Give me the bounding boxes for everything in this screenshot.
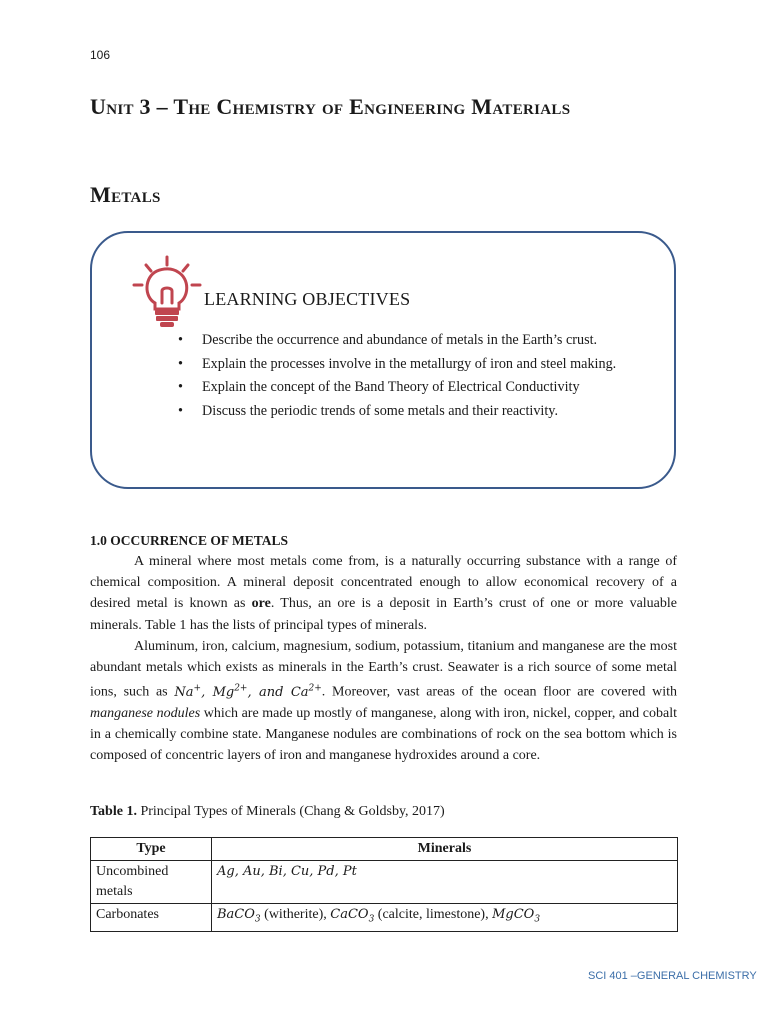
- unit-title: Unit 3 – The Chemistry of Engineering Materials: [90, 94, 571, 119]
- column-header: Minerals: [212, 838, 678, 861]
- table-cell: Carbonates: [91, 904, 212, 932]
- paragraph: A mineral where most metals come from, is a naturally occurring substance with a range of chemical composition. A mineral deposit concentrated enough to allow economical recovery of a desired metal is known as ore. Thus, an ore is a deposit in Earth’s crust of one or more valuable minerals. Table 1 has the lists of principal types of minerals.: [90, 554, 677, 633]
- table-cell: BaCO$_3$ (witherite), CaCO$_3$ (calcite, limestone), MgCO$_3$: [212, 904, 678, 932]
- learning-objectives-box: [90, 231, 676, 489]
- page-number: 106: [90, 48, 111, 62]
- occurrence-heading: 1.0 OCCURRENCE OF METALS: [90, 533, 289, 548]
- list-item: • Describe the occurrence and abundance of metals in the Earth’s crust.: [178, 332, 598, 348]
- table-cell: Uncombined metals: [91, 861, 212, 904]
- table-caption: Table 1. Principal Types of Minerals (Chang & Goldsby, 2017): [90, 804, 445, 819]
- table-cell: Ag, Au, Bi, Cu, Pd, Pt: [212, 861, 678, 904]
- list-item: • Explain the concept of the Band Theory of Electrical Conductivity: [178, 379, 580, 395]
- objectives-list: [178, 329, 658, 423]
- table-header-row: [91, 838, 678, 861]
- section-title: Metals: [90, 182, 161, 207]
- list-item: • Explain the processes involve in the metallurgy of iron and steel making.: [178, 355, 617, 372]
- table-row: [91, 861, 678, 904]
- objectives-heading: LEARNING OBJECTIVES: [204, 289, 411, 309]
- occurrence-body: [90, 551, 677, 766]
- paragraph: Aluminum, iron, calcium, magnesium, sodium, potassium, titanium and manganese are the most abundant metals which exists as minerals in the Earth’s crust. Seawater is a rich source of some metal ions, such as Na+, $Mg^{2+}$, and $Ca^{2+}$. Moreover, vast areas of the ocean floor are covered with manganese nodules which are made up mostly of manganese, along with iron, nickel, copper, and cobalt in a chemically combine state. Manganese nodules are combinations of rock on the sea bottom which is composed of concentric layers of iron and manganese hydroxides around a core.: [90, 638, 677, 764]
- list-item: • Discuss the periodic trends of some metals and their reactivity.: [178, 402, 559, 419]
- column-header: Type: [91, 838, 212, 861]
- table-row: [91, 904, 678, 932]
- lightbulb-icon: [132, 255, 202, 335]
- page-footer: SCI 401 –GENERAL CHEMISTRY: [588, 970, 757, 982]
- minerals-table: [90, 837, 678, 932]
